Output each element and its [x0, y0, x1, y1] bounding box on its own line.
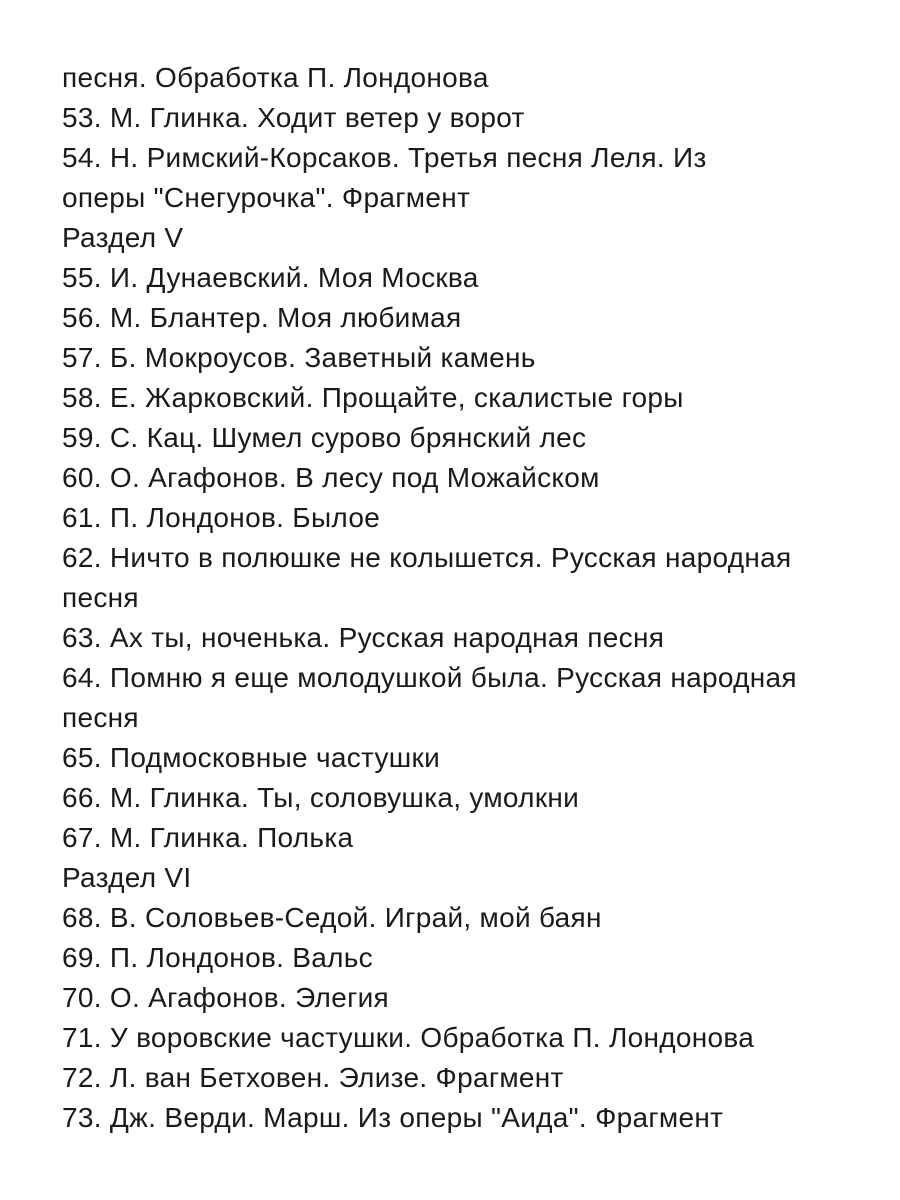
list-item-54: 54. Н. Римский-Корсаков. Третья песня Леля. Из [62, 142, 707, 173]
list-item-62: 62. Ничто в полюшке не колышется. Русская народная [62, 542, 792, 573]
section-heading-v: Раздел V [62, 222, 184, 253]
list-item-73: 73. Дж. Верди. Марш. Из оперы "Аида". Фрагмент [62, 1102, 724, 1133]
list-item-67: 67. М. Глинка. Полька [62, 822, 354, 853]
list-item-62-continuation: песня [62, 582, 139, 613]
list-item-71: 71. У воровские частушки. Обработка П. Лондонова [62, 1022, 755, 1053]
list-item-53: 53. М. Глинка. Ходит ветер у ворот [62, 102, 525, 133]
list-item-64: 64. Помню я еще молодушкой была. Русская народная [62, 662, 797, 693]
list-item-59: 59. С. Кац. Шумел сурово брянский лес [62, 422, 587, 453]
list-item-63: 63. Ах ты, ноченька. Русская народная песня [62, 622, 665, 653]
list-item-64-continuation: песня [62, 702, 139, 733]
list-item-65: 65. Подмосковные частушки [62, 742, 441, 773]
list-item-69: 69. П. Лондонов. Вальс [62, 942, 373, 973]
section-heading-vi: Раздел VI [62, 862, 192, 893]
list-continuation-line: песня. Обработка П. Лондонова [62, 62, 489, 93]
document-page [62, 58, 862, 1138]
list-item-54-continuation: оперы "Снегурочка". Фрагмент [62, 182, 471, 213]
list-item-56: 56. М. Блантер. Моя любимая [62, 302, 462, 333]
list-item-66: 66. М. Глинка. Ты, соловушка, умолкни [62, 782, 580, 813]
list-item-58: 58. Е. Жарковский. Прощайте, скалистые горы [62, 382, 684, 413]
list-item-70: 70. О. Агафонов. Элегия [62, 982, 389, 1013]
list-item-72: 72. Л. ван Бетховен. Элизе. Фрагмент [62, 1062, 564, 1093]
list-item-68: 68. В. Соловьев-Седой. Играй, мой баян [62, 902, 602, 933]
list-item-61: 61. П. Лондонов. Былое [62, 502, 381, 533]
list-item-60: 60. О. Агафонов. В лесу под Можайском [62, 462, 600, 493]
list-item-57: 57. Б. Мокроусов. Заветный камень [62, 342, 536, 373]
list-item-55: 55. И. Дунаевский. Моя Москва [62, 262, 479, 293]
